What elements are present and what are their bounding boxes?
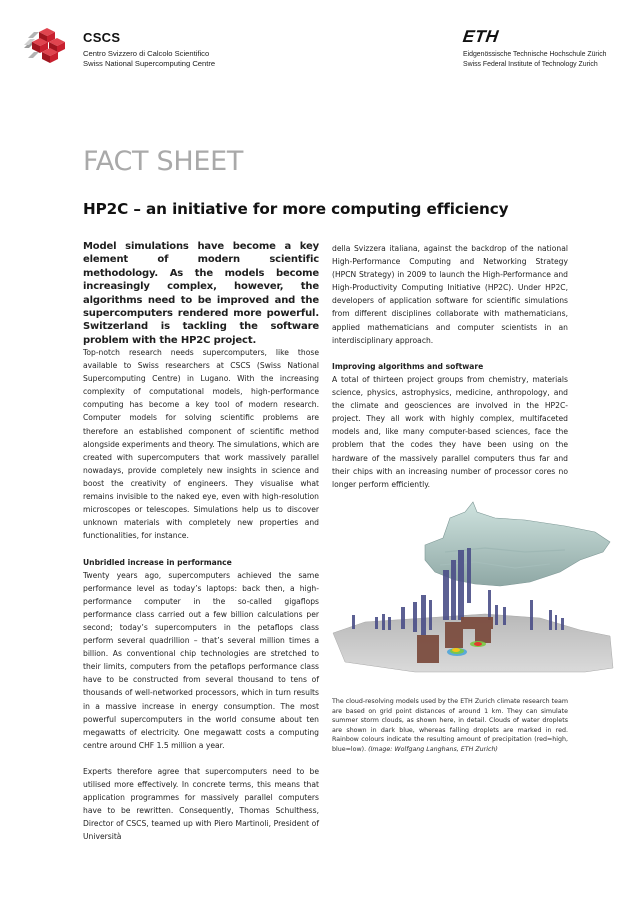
cscs-subtitle-italian: Centro Svizzero di Calcolo Scientifico <box>83 49 210 58</box>
section-heading: Unbridled increase in performance <box>83 557 232 567</box>
lead-paragraph: Model simulations have become a key element of modern scientific methodology. As the models become increasingly complex, however, the algorithms need to be improved and the supercomputers rendered more powerful. Switzerland is tackling the software problem with the HP2C project. <box>83 241 319 346</box>
body-paragraph: A total of thirteen project groups from chemistry, materials science, physics, astrophysics, medicine, anthropology, and the climate and geosciences are involved in the HP2C-project. They all work with highly complex, multifaceted models and, like many computer-based sciences, face the problem that the codes they have been using on the hardware of the massively parallel computers thus far and their chips with an increasing number of processor cores no longer perform efficiently. <box>332 374 568 489</box>
caption-text: The cloud-resolving models used by the ETH Zurich climate research team are based on grid point distances of around 1 km. They can simulate summer storm clouds, as shown here, in detail. Clouds of water droplets are shown in dark blue, whereas falling droplets are marked in red. Rainbow colours indicate the resulting amount of precipitation (red=high, blue=low). <box>332 698 568 753</box>
eth-subtitle-german: Eidgenössische Technische Hochschule Zürich <box>463 51 607 58</box>
body-paragraph: Twenty years ago, supercomputers achieved the same performance level as today’s laptops: back then, a high-performance computer in the so-called gigaflops performance class carried out a few billion calculations per second; today’s supercomputers in the petaflops class perform several quadrillion – that’s several million times a billion. As conventional chip technologies are stretched to their limits, computers from the petaflops performance class have to be constructed from several thousand to tens of thousands of well-networked processors, which in turn results in a massive increase in energy consumption. The most powerful supercomputers in the world consume about ten megawatts of electricity. One megawatt costs a computing centre around CHF 1.5 million a year. <box>83 570 319 750</box>
page-title: HP2C – an initiative for more computing efficiency <box>83 200 509 218</box>
cscs-logo-icon <box>24 26 72 66</box>
image-credit: (Image: Wolfgang Langhans, ETH Zurich) <box>368 745 498 753</box>
eth-logo-name: ETH <box>461 27 500 46</box>
eth-logo-subtitle <box>463 50 607 69</box>
body-paragraph: Experts therefore agree that supercomputers need to be utilised more effectively. In concrete terms, this means that application programmes for massively parallel computers have to be rewritten. Consequently, Thomas Schulthess, Director of CSCS, teamed up with Piero Martinoli, President of Università <box>83 767 319 842</box>
eth-subtitle-english: Swiss Federal Institute of Technology Zurich <box>463 60 598 68</box>
figure-caption <box>332 697 568 754</box>
cscs-subtitle-english: Swiss National Supercomputing Centre <box>83 59 216 68</box>
cscs-logo-subtitle <box>83 49 215 69</box>
cscs-logo-name: CSCS <box>83 30 121 45</box>
section-heading: Improving algorithms and software <box>332 361 484 371</box>
left-column <box>83 346 319 844</box>
cloud-simulation-image <box>325 490 637 685</box>
document-type-label: FACT SHEET <box>83 146 244 177</box>
right-column <box>332 242 568 491</box>
body-paragraph: Top-notch research needs supercomputers, like those available to Swiss researchers at CSCS (Swiss National Supercomputing Centre) in Lugano. With the increasing complexity of computational models, high-performance computing has become a key tool of modern research. Computer models for solving scientific problems are therefore an established component of scientific method alongside experiments and theory. The simulations, which are created with supercomputers that work massively parallel nowadays, provide completely new insights in science and boost the creativity of engineers. They visualise what remains invisible to the naked eye, even with high-resolution microscopes or telescopes. Simulations help us to discover unknown materials with completely new properties and functionalities, for instance. <box>83 348 319 541</box>
body-paragraph: della Svizzera italiana, against the backdrop of the national High-Performance Computing and Networking Strategy (HPCN Strategy) in 2009 to launch the High-Performance and High-Productivity Computing Initiative (HP2C). Under HP2C, developers of application software for scientific simulations from different disciplines collaborate with mathematicians, applied mathematicians and computer scientists in an interdisciplinary approach. <box>332 244 568 345</box>
